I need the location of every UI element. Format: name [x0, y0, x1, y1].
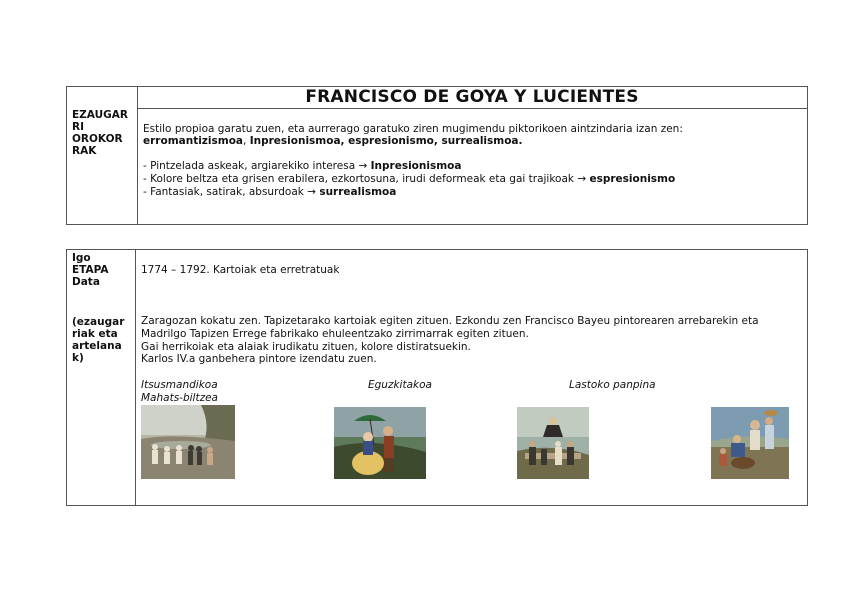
item-text: - Kolore beltza eta grisen erabilera, ezkortosuna, irudi deformeak eta gai trajikoak: [143, 173, 578, 185]
item-movement: Inpresionismoa: [370, 160, 462, 172]
label-stage: [72, 252, 109, 288]
list-item: [143, 160, 461, 173]
label-line: ETAPA: [72, 264, 109, 276]
separator: ,: [243, 135, 250, 147]
work-title-lastoko-panpina: Lastoko panpina: [569, 379, 656, 391]
painting-image: [334, 407, 426, 479]
painting-image: [141, 405, 235, 479]
work-title-itsusmandikoa: Itsusmandikoa: [141, 379, 218, 391]
characteristics-table: [66, 86, 808, 225]
label-line: RAK: [72, 145, 97, 157]
label-line: (ezaugar: [72, 316, 125, 328]
body-line: Karlos IV.a ganbehera pintore izendatu zuen.: [141, 353, 377, 365]
label-line: Data: [72, 276, 100, 288]
painting-image: [711, 407, 789, 479]
list-item: [143, 186, 396, 199]
item-movement: surrealismoa: [319, 186, 397, 198]
item-text: - Fantasiak, satirak, absurdoak: [143, 186, 308, 198]
page-title: FRANCISCO DE GOYA Y LUCIENTES: [305, 87, 639, 107]
body-line: Zaragozan kokatu zen. Tapizetarako kartoiak egiten zituen. Ezkondu zen Francisco Bayeu pintorearen arrebarekin eta: [141, 315, 759, 327]
work-title-eguzkitakoa: Eguzkitakoa: [368, 379, 432, 391]
label-line: riak eta: [72, 328, 118, 340]
movement-list: Inpresionismoa, espresionismo, surrealismoa.: [249, 135, 523, 147]
list-item: [143, 173, 675, 186]
date-line: 1774 – 1792. Kartoiak eta erretratuak: [141, 264, 340, 276]
label-line: artelana: [72, 340, 122, 352]
arrow-icon: →: [307, 186, 316, 198]
intro-movements: [143, 135, 523, 148]
item-movement: espresionismo: [589, 173, 676, 185]
label-line: Igo: [72, 252, 91, 264]
label-features: [72, 316, 124, 364]
column-divider: [135, 250, 136, 505]
body-line: Gai herrikoiak eta alaiak irudikatu zituen, kolore distiratsuekin.: [141, 341, 471, 353]
arrow-icon: →: [358, 160, 368, 172]
body-line: Madrilgo Tapizen Errege fabrikako ehuleentzako zirrimarrak egiten zituen.: [141, 328, 529, 340]
label-line: EZAUGAR: [72, 109, 128, 121]
stage-table: [66, 249, 808, 506]
label-line: OROKOR: [72, 133, 123, 145]
intro-text: Estilo propioa garatu zuen, eta aurrerago garatuko ziren mugimendu piktorikoen aintzindaria izan zen:: [143, 123, 683, 135]
work-title-mahats-biltzea: Mahats-biltzea: [141, 392, 218, 404]
row-divider: [137, 108, 807, 109]
movement-romanticism: erromantizismoa: [143, 135, 244, 147]
painting-image: [517, 407, 589, 479]
label-line: k): [72, 352, 84, 364]
label-line: RI: [72, 121, 84, 133]
item-text: - Pintzelada askeak, argiarekiko interesa: [143, 160, 359, 172]
arrow-icon: →: [577, 173, 587, 185]
label-general-characteristics: [72, 109, 128, 157]
